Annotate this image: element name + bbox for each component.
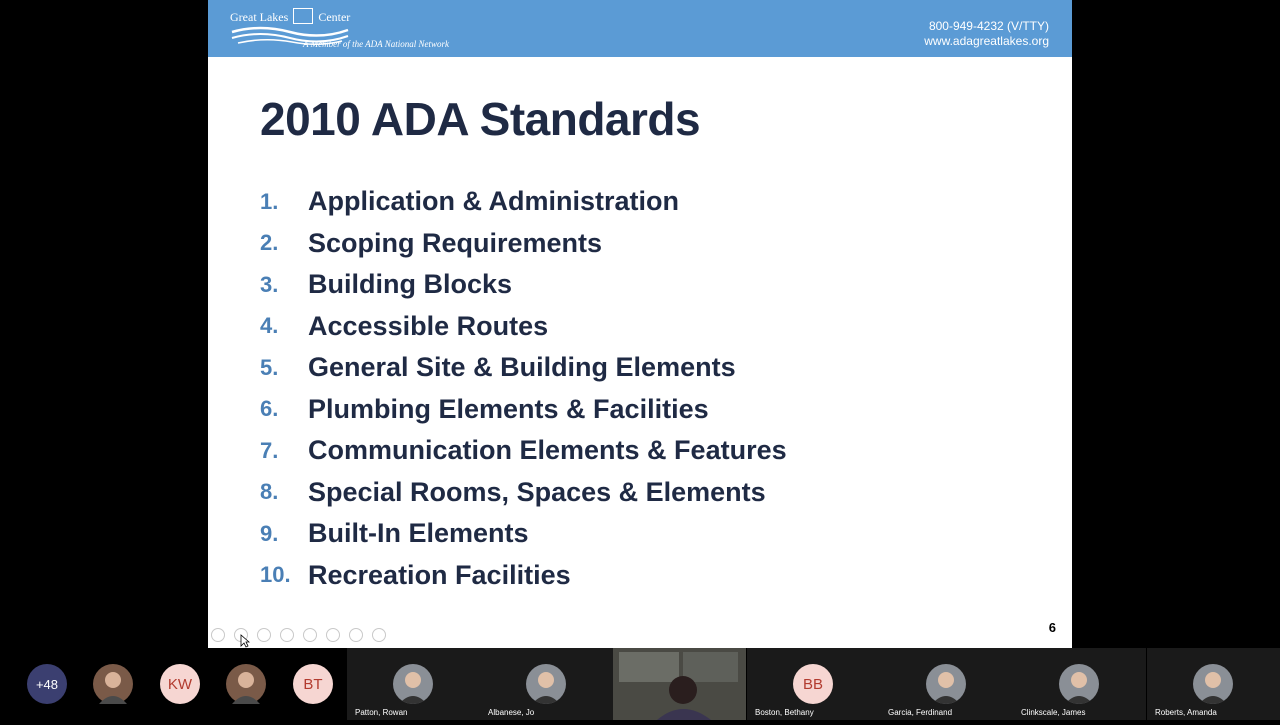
participant-tile[interactable]	[880, 648, 1013, 720]
item-label: Accessible Routes	[308, 310, 549, 341]
more-icon[interactable]	[372, 628, 386, 642]
slide-title: 2010 ADA Standards	[260, 93, 701, 145]
website-url: www.adagreatlakes.org	[924, 34, 1049, 48]
pen-icon[interactable]	[257, 628, 271, 642]
participant-tile[interactable]	[1147, 648, 1280, 720]
item-label: General Site & Building Elements	[308, 352, 736, 383]
person-photo-icon	[926, 664, 966, 704]
participant-photo-avatar	[1059, 664, 1099, 704]
phone-number: 800-949-4232 (V/TTY)	[928, 19, 1049, 33]
item-label: Application & Administration	[308, 186, 679, 217]
item-label: Recreation Facilities	[308, 559, 571, 590]
person-photo-icon	[226, 664, 266, 704]
slide-header	[208, 0, 1072, 57]
page-number: 6	[1048, 620, 1056, 635]
text-icon[interactable]	[326, 628, 340, 642]
standard-item	[260, 389, 787, 431]
item-number: 7.	[260, 437, 279, 463]
participant-photo-avatar	[926, 664, 966, 704]
participant-photo-avatar[interactable]	[226, 664, 266, 704]
item-label: Plumbing Elements & Facilities	[308, 393, 709, 424]
item-number: 3.	[260, 271, 279, 297]
participant-initials-avatar[interactable]: BT	[293, 664, 333, 704]
standard-item	[260, 181, 787, 223]
standard-item	[260, 306, 787, 348]
copy-icon[interactable]	[280, 628, 294, 642]
participant-name: Garcia, Ferdinand	[888, 708, 953, 717]
item-label: Communication Elements & Features	[308, 435, 787, 466]
more-participants-button[interactable]: +48	[27, 664, 67, 704]
screen-icon[interactable]	[349, 628, 363, 642]
item-number: 5.	[260, 354, 279, 380]
standards-list	[260, 181, 787, 596]
participant-initials-avatar: BB	[793, 664, 833, 704]
back-icon[interactable]	[211, 628, 225, 642]
participant-photo-avatar[interactable]	[93, 664, 133, 704]
person-photo-icon	[93, 664, 133, 704]
standard-item	[260, 555, 787, 597]
item-label: Built-In Elements	[308, 518, 529, 549]
person-photo-icon	[393, 664, 433, 704]
standard-item	[260, 513, 787, 555]
participant-photo-avatar	[1193, 664, 1233, 704]
participant-photo-avatar	[393, 664, 433, 704]
standard-item	[260, 347, 787, 389]
item-label: Building Blocks	[308, 269, 513, 300]
zoom-icon[interactable]	[303, 628, 317, 642]
standard-item	[260, 223, 787, 265]
contact-info	[924, 19, 1049, 49]
item-label: Scoping Requirements	[308, 227, 603, 258]
participant-photo-avatar	[526, 664, 566, 704]
item-label: Special Rooms, Spaces & Elements	[308, 476, 766, 507]
person-photo-icon	[1059, 664, 1099, 704]
person-photo-icon	[1193, 664, 1233, 704]
participant-name: Roberts, Amanda	[1155, 708, 1217, 717]
participant-tile[interactable]	[347, 648, 480, 720]
participant-tile[interactable]	[1013, 648, 1146, 720]
participant-tile[interactable]	[613, 648, 746, 720]
item-number: 2.	[260, 230, 279, 256]
participant-name: Boston, Bethany	[755, 708, 814, 717]
standard-item	[260, 264, 787, 306]
item-number: 8.	[260, 479, 279, 505]
participant-name: Clinkscale, James	[1021, 708, 1086, 717]
participant-tile[interactable]	[480, 648, 613, 720]
participant-gallery	[0, 648, 1280, 720]
participant-tile[interactable]	[747, 648, 880, 720]
item-number: 4.	[260, 313, 279, 339]
logo-tagline: A Member of the ADA National Network	[303, 39, 449, 49]
item-number: 10.	[260, 562, 291, 588]
annotation-toolbar	[211, 628, 386, 642]
item-number: 9.	[260, 520, 279, 546]
item-number: 1.	[260, 188, 279, 214]
participant-initials-avatar[interactable]: KW	[160, 664, 200, 704]
shared-slide	[208, 0, 1072, 648]
standard-item	[260, 472, 787, 514]
standard-item	[260, 430, 787, 472]
participant-name: Albanese, Jo	[488, 708, 535, 717]
live-video-feed	[613, 648, 746, 720]
logo-name: Great Lakes Center	[230, 10, 351, 24]
mouse-cursor-icon	[240, 634, 250, 648]
person-photo-icon	[526, 664, 566, 704]
participant-name: Patton, Rowan	[355, 708, 408, 717]
item-number: 6.	[260, 396, 279, 422]
